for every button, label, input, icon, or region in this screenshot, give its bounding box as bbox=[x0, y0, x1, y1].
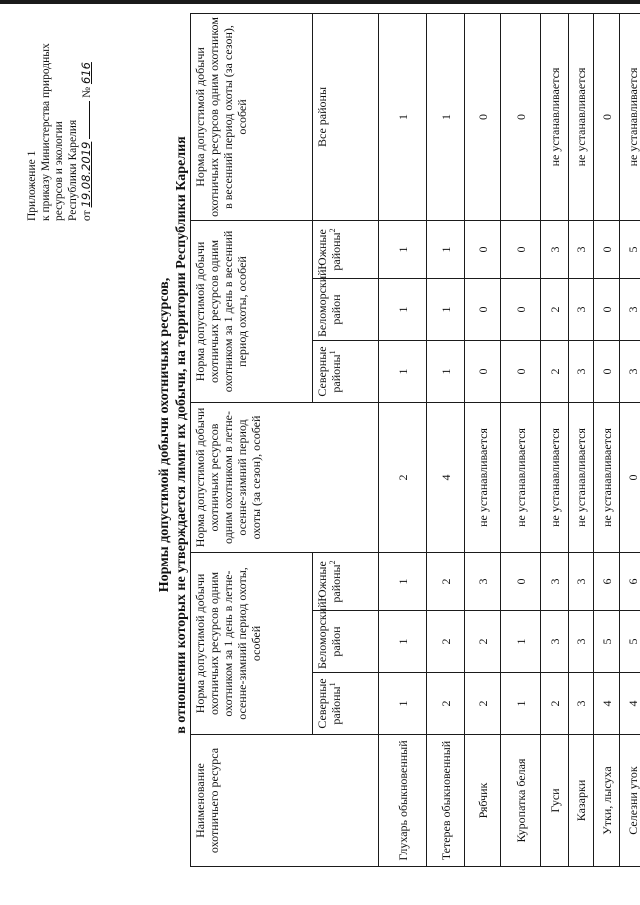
header-north-2: Северные районы$^1$ bbox=[313, 340, 379, 402]
header-resource-name: Наименование охотничьего ресурса bbox=[191, 735, 379, 867]
approval-line-3: ресурсов и экологии bbox=[53, 121, 65, 221]
table-cell: 0 bbox=[594, 13, 620, 220]
header-group-3: Норма допустимой добычи охотничьих ресурсов одним охотником за 1 день в весенний период охоты, особей bbox=[191, 220, 313, 402]
date-prefix: от bbox=[81, 210, 93, 221]
table-cell: 2 bbox=[541, 673, 569, 735]
approval-line-4: Республики Карелия bbox=[66, 119, 79, 221]
table-cell: 1 bbox=[427, 340, 465, 402]
table-cell: не устанавливается bbox=[501, 402, 541, 552]
table-cell: 0 bbox=[465, 13, 501, 220]
table-cell: не устанавливается bbox=[569, 402, 594, 552]
table-cell: 0 bbox=[501, 552, 541, 610]
table-cell: не устанавливается bbox=[541, 13, 569, 220]
approval-block bbox=[26, 1, 95, 221]
table-cell: 3 bbox=[569, 611, 594, 673]
header-north-1: Северные районы$^1$ bbox=[313, 673, 379, 735]
resource-name: Гуси bbox=[541, 735, 569, 867]
table-row bbox=[569, 13, 594, 866]
table-cell: 5 bbox=[594, 611, 620, 673]
table-cell: 1 bbox=[427, 278, 465, 340]
document-title bbox=[156, 5, 190, 865]
table-cell: 6 bbox=[594, 552, 620, 610]
resource-name: Селезни уток bbox=[620, 735, 640, 867]
table-cell: 2 bbox=[427, 611, 465, 673]
table-cell: 3 bbox=[569, 220, 594, 278]
table-cell: 4 bbox=[427, 402, 465, 552]
table-cell: 2 bbox=[379, 402, 427, 552]
table-cell: 3 bbox=[569, 278, 594, 340]
table-cell: 0 bbox=[594, 278, 620, 340]
table-cell: не устанавливается bbox=[465, 402, 501, 552]
table-cell: 0 bbox=[465, 220, 501, 278]
approval-number: 616 bbox=[79, 62, 93, 85]
header-group-1: Норма допустимой добычи охотничьих ресурсов одним охотником за 1 день в летне-осенне-зимний период охоты, особей bbox=[191, 552, 313, 734]
table-cell: не устанавливается bbox=[620, 13, 640, 220]
header-south-2: Южные районы$^2$ bbox=[313, 220, 379, 278]
table-row bbox=[427, 13, 465, 866]
header-south-1: Южные районы$^2$ bbox=[313, 552, 379, 610]
table-cell: не устанавливается bbox=[569, 13, 594, 220]
resource-name: Рябчик bbox=[465, 735, 501, 867]
table-cell: 0 bbox=[501, 220, 541, 278]
table-cell: 0 bbox=[620, 402, 640, 552]
table-cell: 3 bbox=[465, 552, 501, 610]
table-cell: 2 bbox=[465, 673, 501, 735]
table-cell: 0 bbox=[501, 340, 541, 402]
resource-name: Тетерев обыкновенный bbox=[427, 735, 465, 867]
table-cell: 1 bbox=[427, 220, 465, 278]
table-cell: 1 bbox=[379, 13, 427, 220]
table-cell: 1 bbox=[379, 340, 427, 402]
table-row bbox=[620, 13, 640, 866]
table-cell: 3 bbox=[569, 673, 594, 735]
table-cell: 2 bbox=[541, 278, 569, 340]
table-row bbox=[501, 13, 541, 866]
table-cell: 2 bbox=[465, 611, 501, 673]
header-group-4: Норма допустимой добычи охотничьих ресурсов одним охотником в весенний период охоты (за сезон), особей bbox=[191, 13, 313, 220]
table-cell: 2 bbox=[427, 552, 465, 610]
table-cell: 1 bbox=[379, 673, 427, 735]
table-cell: 6 bbox=[620, 552, 640, 610]
table-cell: 5 bbox=[620, 611, 640, 673]
table-cell: 0 bbox=[594, 220, 620, 278]
table-cell: не устанавливается bbox=[541, 402, 569, 552]
header-group-2: Норма допустимой добычи охотничьих ресурсов одним охотником в летне-осенне-зимний период охоты (за сезон), особей bbox=[191, 402, 379, 552]
header-belomor-1: Беломорский район bbox=[313, 611, 379, 673]
header-all-districts: Все районы bbox=[313, 13, 379, 220]
table-cell: 4 bbox=[594, 673, 620, 735]
title-line-1: Нормы допустимой добычи охотничьих ресурсов, bbox=[157, 277, 172, 593]
table-row bbox=[594, 13, 620, 866]
approval-date: 19.08.2019 bbox=[79, 141, 93, 208]
header-belomor-2: Беломорский район bbox=[313, 278, 379, 340]
table-cell: 2 bbox=[427, 673, 465, 735]
table-cell: 3 bbox=[541, 552, 569, 610]
resource-name: Глухарь обыкновенный bbox=[379, 735, 427, 867]
table-cell: 0 bbox=[465, 340, 501, 402]
resource-name: Куропатка белая bbox=[501, 735, 541, 867]
table-row bbox=[379, 13, 427, 866]
table-cell: 1 bbox=[379, 278, 427, 340]
approval-line-1: Приложение 1 bbox=[26, 150, 38, 221]
table-cell: 3 bbox=[541, 220, 569, 278]
table-cell: 0 bbox=[501, 13, 541, 220]
table-cell: 1 bbox=[501, 611, 541, 673]
table-cell: 1 bbox=[501, 673, 541, 735]
table-cell: 1 bbox=[379, 611, 427, 673]
table-cell: 5 bbox=[620, 220, 640, 278]
table-cell: 0 bbox=[501, 278, 541, 340]
table-cell: 4 bbox=[620, 673, 640, 735]
norms-table bbox=[190, 13, 640, 867]
table-cell: 0 bbox=[594, 340, 620, 402]
table-cell: 3 bbox=[620, 340, 640, 402]
approval-date-line bbox=[80, 1, 95, 221]
table-row bbox=[465, 13, 501, 866]
resource-name: Утки, лысуха bbox=[594, 735, 620, 867]
number-prefix: № bbox=[81, 86, 93, 98]
table-cell: 0 bbox=[465, 278, 501, 340]
title-line-2: в отношении которых не утверждается лимит их добычи, на территории Республики Карелия bbox=[174, 136, 189, 734]
table-cell: не устанавливается bbox=[594, 402, 620, 552]
table-cell: 1 bbox=[379, 552, 427, 610]
approval-line-2: к приказу Министерства природных bbox=[39, 43, 52, 221]
resource-name: Казарки bbox=[569, 735, 594, 867]
table-cell: 3 bbox=[569, 552, 594, 610]
table-cell: 3 bbox=[541, 611, 569, 673]
table-cell: 2 bbox=[541, 340, 569, 402]
table-cell: 1 bbox=[379, 220, 427, 278]
table-cell: 1 bbox=[427, 13, 465, 220]
table-row bbox=[541, 13, 569, 866]
table-cell: 3 bbox=[620, 278, 640, 340]
table-cell: 3 bbox=[569, 340, 594, 402]
